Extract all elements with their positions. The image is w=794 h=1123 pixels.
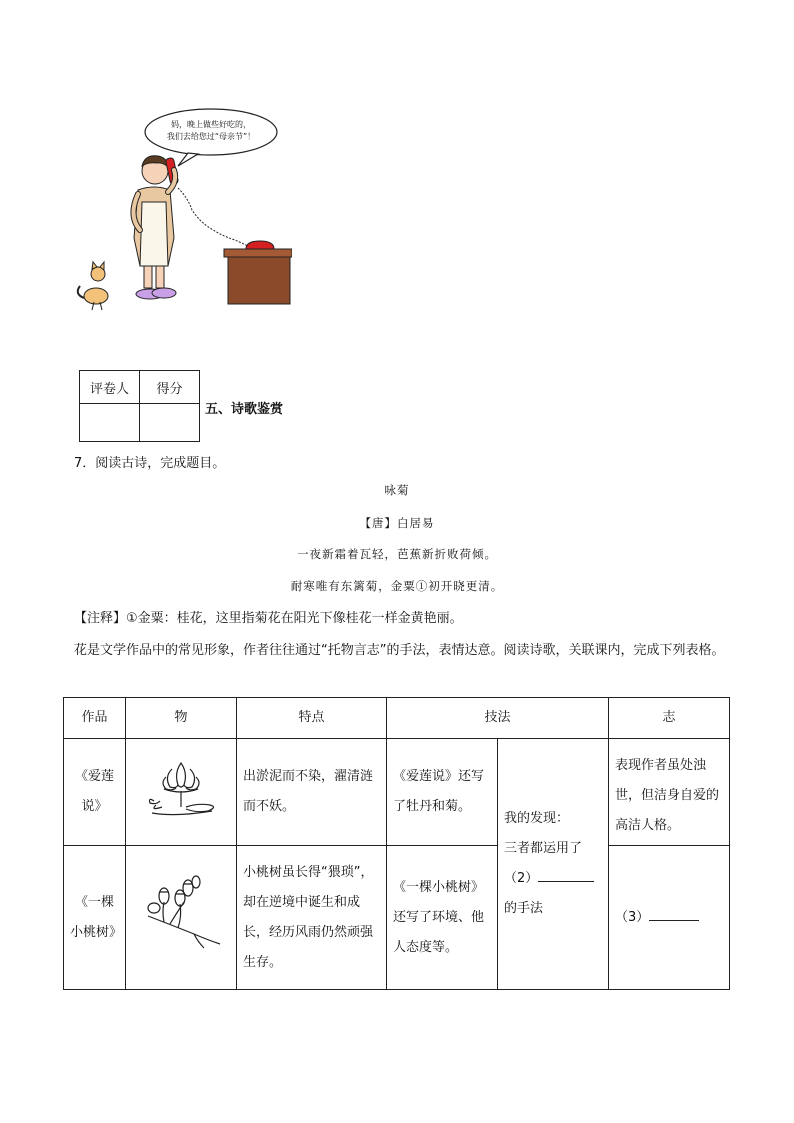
speech-line-1: 妈，晚上做些好吃的， [171, 120, 251, 129]
poem-line-1: 一夜新霜着瓦轻，芭蕉新折败荷倾。 [297, 547, 497, 561]
discovery-line-2: 三者都运用了 [504, 841, 583, 856]
blank-3-input[interactable] [649, 906, 699, 921]
row1-aspiration: 表现作者虽处浊世，但洁身自爱的高洁人格。 [609, 739, 730, 846]
annotation-note: 【注释】①金粟：桂花，这里指菊花在阳光下像桂花一样金黄艳丽。 [74, 611, 463, 626]
blank-3-label: （3） [615, 909, 650, 925]
mother-phone-cartoon [70, 98, 292, 316]
grader-header: 评卷人 [80, 371, 140, 404]
header-object: 物 [126, 698, 237, 739]
speech-line-2: 我们去给您过“母亲节”！ [166, 132, 256, 141]
question-prompt: 7．阅读古诗，完成题目。 [74, 456, 226, 471]
phone-cord [178, 188, 248, 246]
row2-work: 《一棵小桃树》 [64, 846, 126, 990]
cat-illustration [78, 262, 108, 310]
row1-technique: 《爱莲说》还写了牡丹和菊。 [387, 739, 498, 846]
score-table [79, 370, 200, 442]
peach-blossom-sketch [134, 872, 229, 952]
header-work: 作品 [64, 698, 126, 739]
discovery-suffix: 的手法 [504, 901, 544, 916]
discovery-line-1: 我的发现： [504, 811, 570, 826]
poem-title: 咏菊 [384, 483, 410, 497]
header-aspiration: 志 [609, 698, 730, 739]
blank-2-label: （2） [504, 871, 539, 886]
row2-feature: 小桃树虽长得“猥琐”，却在逆境中诞生和成长，经历风雨仍然顽强生存。 [237, 846, 387, 990]
desk [228, 254, 290, 304]
row1-object [126, 739, 237, 846]
section-title: 五、诗歌鉴赏 [205, 402, 284, 417]
score-header: 得分 [140, 371, 200, 404]
technique-discovery-cell [498, 739, 609, 990]
row1-work: 《爱莲说》 [64, 739, 126, 846]
poem-line-2: 耐寒唯有东篱菊，金粟①初开晓更清。 [290, 579, 504, 593]
phone-base [246, 241, 274, 249]
row2-object [126, 846, 237, 990]
apron [140, 202, 168, 266]
row2-aspiration [609, 846, 730, 990]
row2-technique: 《一棵小桃树》还写了环境、他人态度等。 [387, 846, 498, 990]
row1-feature: 出淤泥而不染，濯清涟而不妖。 [237, 739, 387, 846]
lotus-sketch [136, 751, 226, 821]
header-feature: 特点 [237, 698, 387, 739]
blank-2-input[interactable] [538, 867, 594, 882]
grader-cell[interactable] [80, 404, 140, 442]
poem-author: 【唐】白居易 [359, 516, 435, 530]
header-technique: 技法 [387, 698, 609, 739]
score-cell[interactable] [140, 404, 200, 442]
intro-paragraph: 花是文学作品中的常见形象，作者往往通过“托物言志”的手法，表情达意。阅读诗歌，关联课内，完成下列表格。 [74, 643, 725, 658]
analysis-table [63, 697, 730, 990]
